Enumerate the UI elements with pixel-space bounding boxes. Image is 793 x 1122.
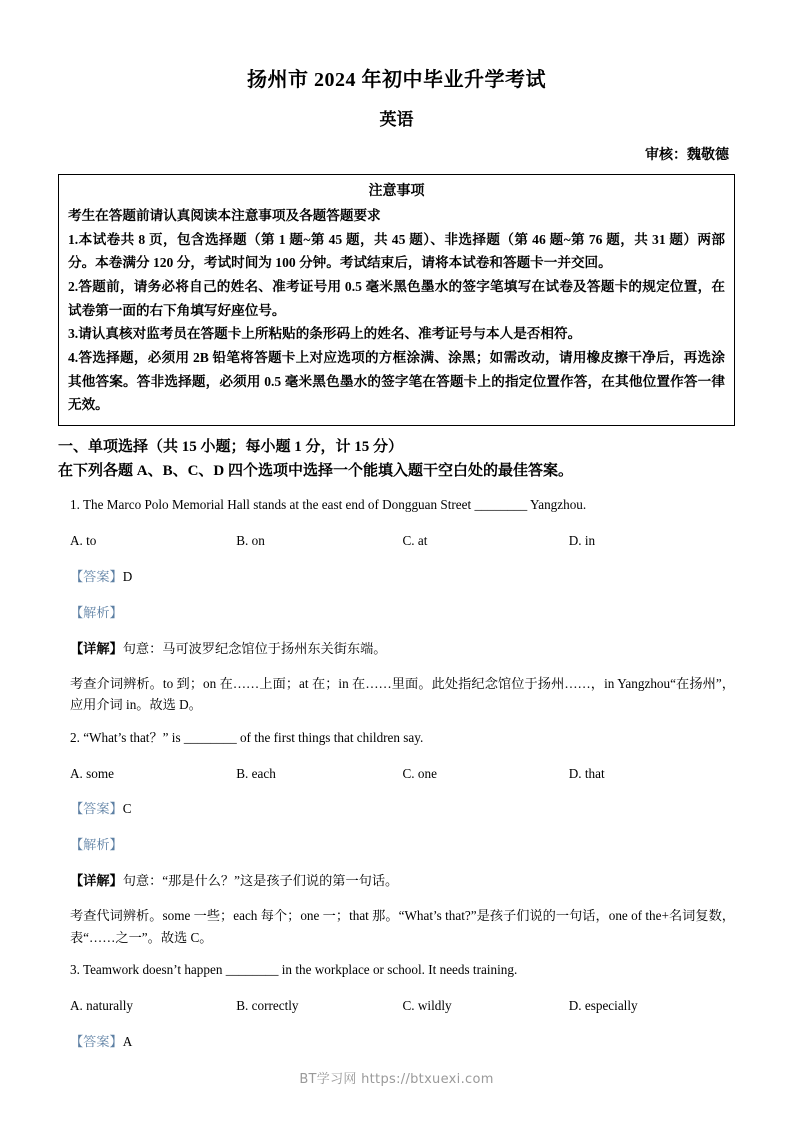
analysis-label: 【解析】	[70, 837, 123, 853]
stem-text-after: of the first things that children say.	[236, 729, 424, 745]
notice-line-3: 3.请认真核对监考员在答题卡上所粘贴的条形码上的姓名、准考证号与本人是否相符。	[68, 326, 582, 342]
detail-line	[58, 638, 735, 659]
stem-text-before: 1. The Marco Polo Memorial Hall stands at the east end of Dongguan Street	[70, 497, 475, 513]
stem-text-before: 2. “What’s that？” is	[70, 729, 184, 745]
option-d[interactable]: D. in	[568, 533, 596, 549]
answer-blank[interactable]: ________	[183, 729, 237, 745]
answer-blank[interactable]: ________	[225, 962, 279, 978]
option-a[interactable]: A. naturally	[70, 997, 133, 1013]
question-1	[58, 495, 735, 715]
footer-watermark: BT学习网 https://btxuexi.com	[299, 1072, 494, 1087]
stem-text-after: in the workplace or school. It needs training.	[278, 962, 518, 978]
stem-text-after: Yangzhou.	[527, 497, 587, 513]
page-subtitle: 英语	[379, 110, 414, 129]
stem-text-before: 3. Teamwork doesn’t happen	[70, 962, 226, 978]
detail-text: 句意：“那是什么？”这是孩子们说的第一句话。	[122, 872, 399, 888]
option-c[interactable]: C. wildly	[402, 997, 452, 1013]
answer-line	[58, 567, 735, 587]
section-subheading: 在下列各题 A、B、C、D 四个选项中选择一个能填入题干空白处的最佳答案。	[58, 463, 574, 480]
question-options	[58, 996, 735, 1016]
answer-label: 【答案】	[70, 1033, 123, 1049]
analysis-line	[58, 603, 735, 623]
notice-title: 注意事项	[368, 184, 425, 200]
answer-value: D	[122, 569, 133, 585]
option-c[interactable]: C. one	[402, 765, 437, 781]
notice-box	[58, 174, 735, 425]
answer-line	[58, 1032, 735, 1052]
question-options	[58, 531, 735, 551]
question-stem	[58, 495, 735, 515]
detail-text: 句意：马可波罗纪念馆位于扬州东关街东端。	[122, 640, 387, 656]
option-d[interactable]: D. that	[568, 765, 605, 781]
option-a[interactable]: A. some	[70, 765, 114, 781]
answer-label: 【答案】	[70, 801, 123, 817]
section-heading: 一、单项选择（共 15 小题；每小题 1 分，计 15 分）	[58, 438, 404, 455]
answer-value: A	[122, 1033, 133, 1049]
analysis-line	[58, 835, 735, 855]
answer-line	[58, 799, 735, 819]
reviewer-line: 审核：魏敬德	[645, 147, 729, 163]
question-stem	[58, 728, 735, 748]
notice-line-1: 1.本试卷共 8 页，包含选择题（第 1 题~第 45 题，共 45 题）、非选择题（第 46 题~第 76 题，共 31 题）两部分。本卷满分 120 分，考试时间为 100 分钟。考试结束后，请将本试卷和答题卡一并交回。	[68, 231, 725, 271]
detail-label: 【详解】	[70, 640, 123, 656]
option-b[interactable]: B. on	[236, 533, 265, 549]
answer-blank[interactable]: ________	[474, 497, 528, 513]
notice-line-2: 2.答题前，请务必将自己的姓名、准考证号用 0.5 毫米黑色墨水的签字笔填写在试卷及答题卡的规定位置，在试卷第一面的右下角填写好座位号。	[68, 279, 725, 318]
page-title: 扬州市 2024 年初中毕业升学考试	[247, 69, 546, 91]
answer-label: 【答案】	[70, 569, 123, 585]
answer-value: C	[122, 801, 132, 817]
question-2	[58, 728, 735, 948]
question-options	[58, 764, 735, 784]
notice-line-0: 考生在答题前请认真阅读本注意事项及各题答题要求	[68, 208, 381, 224]
option-b[interactable]: B. each	[236, 765, 276, 781]
notice-line-4: 4.答选择题，必须用 2B 铅笔将答题卡上对应选项的方框涂满、涂黑；如需改动，请用橡皮擦干净后，再选涂其他答案。答非选择题，必须用 0.5 毫米黑色墨水的签字笔在答题卡上的指定位置作答，在其他位置作答一律无效。	[68, 349, 725, 413]
analysis-label: 【解析】	[70, 604, 123, 620]
option-c[interactable]: C. at	[402, 533, 428, 549]
question-3	[58, 960, 735, 1051]
option-b[interactable]: B. correctly	[236, 997, 299, 1013]
explanation-line: 考查介词辨析。to 到；on 在……上面；at 在；in 在……里面。此处指纪念馆位于扬州……，in Yangzhou“在扬州”，应用介词 in。故选 D。	[70, 676, 735, 713]
detail-line	[58, 870, 735, 891]
detail-label: 【详解】	[70, 872, 123, 888]
explanation-line: 考查代词辨析。some 一些；each 每个；one 一；that 那。“What’s that?”是孩子们说的一句话，one of the+名词复数，表“……之一”。故选 C。	[70, 908, 735, 945]
option-d[interactable]: D. especially	[568, 997, 638, 1013]
question-stem	[58, 960, 735, 980]
option-a[interactable]: A. to	[70, 533, 97, 549]
